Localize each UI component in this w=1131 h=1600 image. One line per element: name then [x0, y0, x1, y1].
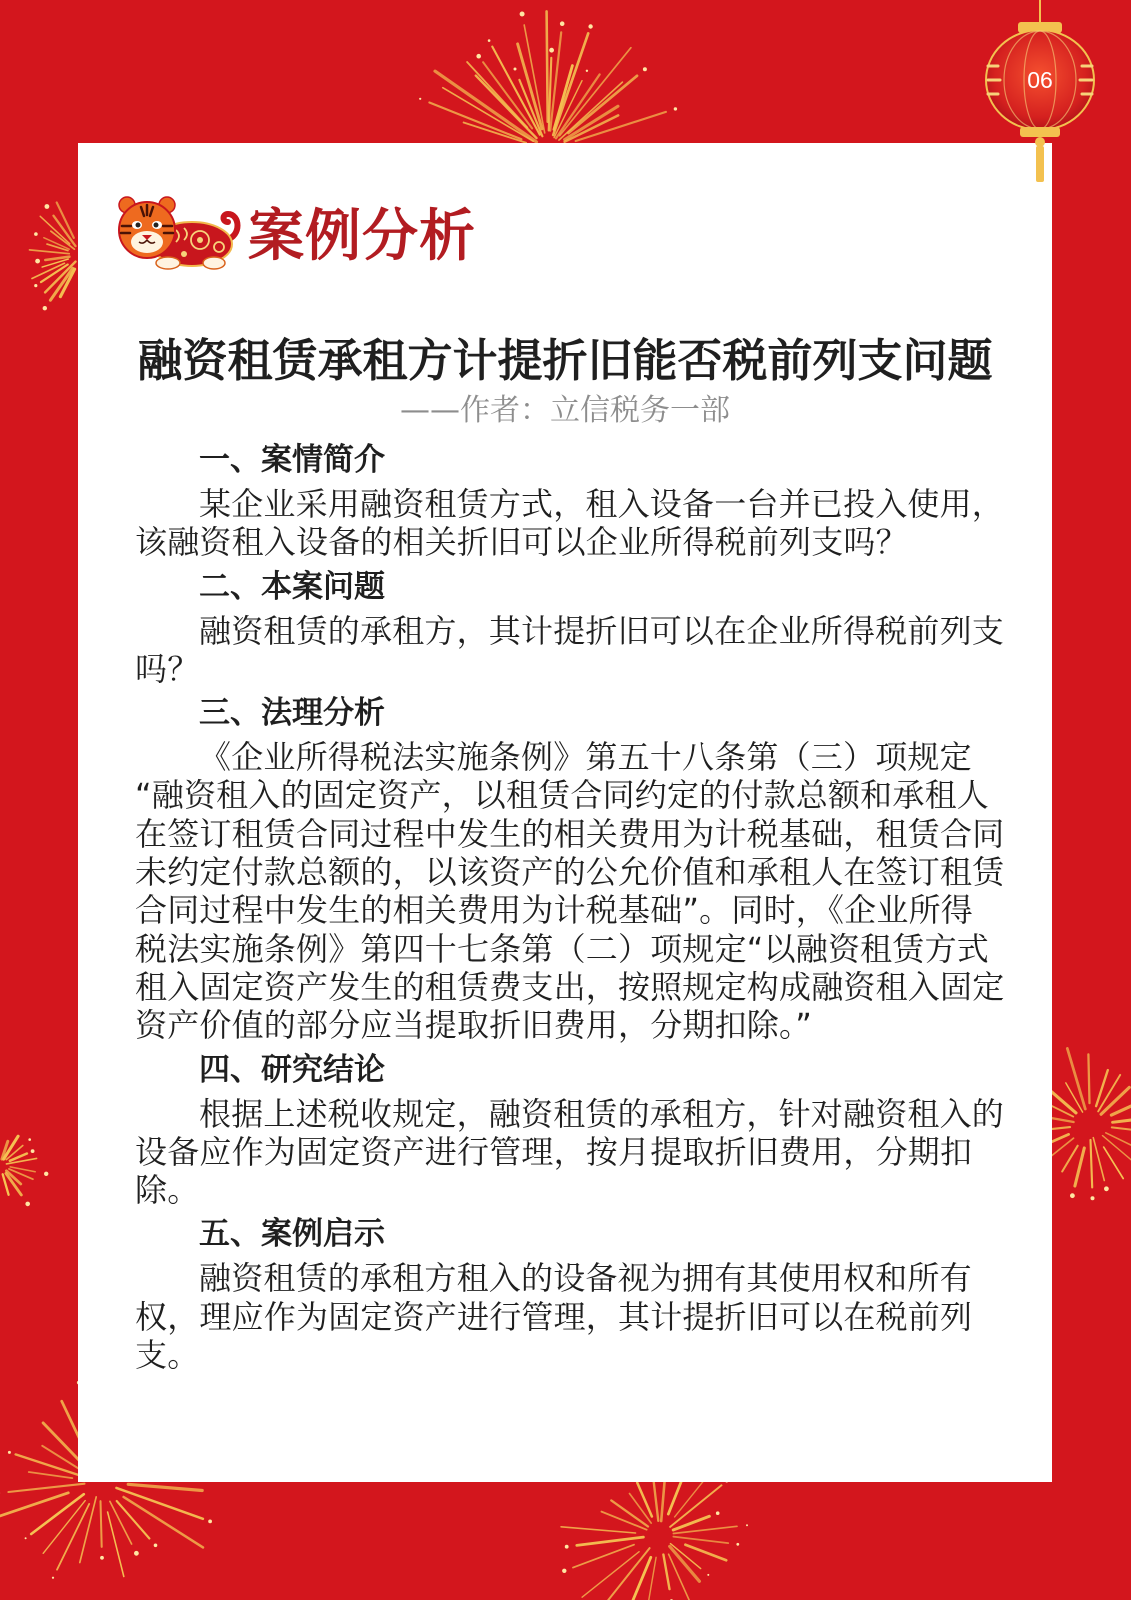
paragraph: [135, 1095, 1035, 1210]
firework-ray: [8, 1484, 84, 1492]
lantern-knot: [1035, 137, 1045, 147]
firework-spark: [560, 21, 565, 26]
text-line: 吗？: [135, 649, 200, 688]
firework-ray: [1113, 1119, 1131, 1123]
tiger-paw: [203, 257, 225, 269]
firework-spark: [565, 1545, 569, 1549]
firework-spark: [25, 1537, 27, 1539]
header-title: 案例分析: [248, 204, 476, 269]
firework-spark: [562, 1569, 566, 1573]
firework-spark: [34, 284, 37, 287]
firework-ray: [663, 1555, 669, 1590]
ornament-dot: [197, 237, 203, 243]
ornament-dot: [181, 251, 187, 257]
firework-spark: [716, 1511, 720, 1515]
firework-ray: [0, 1493, 68, 1521]
paragraph: [135, 1259, 1035, 1374]
text-line: 除。: [135, 1171, 200, 1210]
section-heading: 五、案例启示: [199, 1216, 385, 1253]
firework-ray: [1093, 1138, 1104, 1181]
firework-ray: [573, 1545, 634, 1568]
firework-spark: [1104, 1186, 1109, 1191]
firework-spark: [588, 24, 592, 28]
text-line: “融资租入的固定资产，以租赁合同约定的付款总额和承租人: [135, 776, 989, 815]
firework-spark: [45, 204, 50, 209]
text-line: 资产价值的部分应当提取折旧费用，分期扣除。”: [135, 1006, 812, 1045]
firework-spark: [746, 1524, 748, 1526]
text-line: 未约定付款总额的，以该资产的公允价值和承租人在签订租赁: [135, 853, 1005, 892]
paragraph: [135, 738, 1035, 1044]
firework-spark: [44, 1172, 48, 1176]
firework-spark: [100, 1556, 104, 1560]
section-case-intro: [135, 441, 1035, 562]
text-line: 根据上述税收规定，融资租赁的承租方，针对融资租入的: [199, 1094, 1005, 1133]
firework-spark: [419, 98, 421, 100]
firework-spark: [31, 1149, 35, 1153]
firework-burst: [2, 1136, 49, 1206]
firework-ray: [1088, 1054, 1089, 1103]
text-line: 融资租赁的承租方，其计提折旧可以在企业所得税前列支: [199, 611, 1005, 650]
firework-ray: [685, 1545, 726, 1561]
firework-ray: [30, 250, 70, 254]
tiger-paw: [156, 257, 180, 269]
section-research-conclusion: [135, 1051, 1035, 1210]
article-author: ——作者：立信税务一部: [400, 393, 730, 428]
tiger-muzzle: [131, 231, 163, 253]
firework-spark: [134, 1551, 139, 1556]
firework-spark: [25, 1202, 30, 1207]
firework-ray: [561, 1527, 635, 1533]
firework-ray: [108, 1512, 124, 1577]
lantern-bottom-cap: [1020, 127, 1060, 137]
firework-spark: [643, 67, 647, 71]
section-legal-analysis: [135, 694, 1035, 1044]
firework-ray: [31, 1494, 84, 1534]
text-line: 税法实施条例》第四十七条第（二）项规定“以融资租赁方式: [135, 929, 989, 968]
text-line: 融资租赁的承租方租入的设备视为拥有其使用权和所有: [199, 1259, 972, 1298]
firework-ray: [1091, 1140, 1093, 1187]
section-heading: 四、研究结论: [199, 1051, 385, 1088]
firework-spark: [514, 68, 517, 71]
text-line: 支。: [135, 1336, 200, 1375]
firework-spark: [8, 1451, 11, 1454]
firework-spark: [34, 232, 38, 236]
firework-spark: [35, 259, 40, 264]
firework-spark: [208, 1520, 212, 1524]
firework-ray: [29, 1472, 73, 1478]
firework-spark: [1091, 1196, 1095, 1200]
paragraph: [135, 485, 1035, 562]
firework-ray: [560, 48, 631, 136]
firework-spark: [28, 1138, 31, 1141]
firework-ray: [673, 1516, 709, 1530]
firework-ray: [629, 1557, 651, 1600]
firework-ray: [1104, 1147, 1124, 1178]
firework-ray: [1075, 1148, 1084, 1186]
text-line: 某企业采用融资租赁方式，租入设备一台并已投入使用，: [199, 485, 1005, 523]
lantern-icon: [980, 0, 1110, 185]
firework-ray: [1096, 1070, 1108, 1106]
firework-burst: [30, 203, 76, 311]
firework-ray: [101, 1501, 102, 1547]
tiger-pupil: [154, 223, 159, 228]
section-heading: 二、本案问题: [199, 568, 385, 605]
article-body: [135, 435, 1035, 1374]
page-number: 06: [1027, 67, 1053, 93]
text-line: 《企业所得税法实施条例》第五十八条第（三）项规定: [199, 738, 972, 777]
firework-ray: [117, 1501, 150, 1539]
firework-spark: [154, 1544, 158, 1548]
firework-spark: [707, 1574, 709, 1576]
firework-ray: [673, 1537, 728, 1544]
text-line: 设备应作为固定资产进行管理，按月提取折旧费用，分期扣: [135, 1132, 973, 1171]
section-heading: 一、案情简介: [199, 442, 385, 478]
firework-spark: [52, 1577, 54, 1579]
firework-ray: [464, 123, 526, 143]
firework-spark: [488, 39, 491, 42]
article-title: 融资租赁承租方计提折旧能否税前列支问题: [137, 334, 993, 387]
paragraph: [135, 612, 1035, 689]
firework-ray: [1112, 1127, 1131, 1131]
firework-spark: [1070, 1193, 1075, 1198]
firework-ray: [582, 1552, 639, 1598]
firework-ray: [128, 1484, 202, 1490]
firework-ray: [110, 1501, 132, 1544]
section-case-insight: [135, 1215, 1035, 1374]
firework-ray: [57, 1504, 89, 1570]
firework-spark: [736, 1543, 739, 1546]
firework-spark: [43, 306, 47, 310]
firework-ray: [547, 11, 548, 121]
firework-spark: [549, 48, 554, 53]
firework-spark: [586, 70, 588, 72]
text-line: 合同过程中发生的相关费用为计税基础”。同时，《企业所得: [135, 891, 973, 930]
section-heading: 三、法理分析: [199, 695, 385, 732]
firework-spark: [674, 107, 677, 110]
firework-burst: [419, 11, 677, 142]
section-case-question: [135, 568, 1035, 689]
lantern-tassel: [1036, 146, 1044, 182]
text-line: 权，理应作为固定资产进行管理，其计提折旧可以在税前列: [135, 1297, 973, 1336]
text-line: 租入固定资产发生的租赁费支出，按照规定构成融资租入固定: [135, 967, 1005, 1006]
text-line: 该融资租入设备的相关折旧可以企业所得税前列支吗？: [135, 523, 908, 562]
tiger-pupil: [136, 223, 141, 228]
content-card: [78, 143, 1052, 1482]
firework-spark: [520, 12, 525, 17]
tiger-icon: [112, 190, 242, 275]
firework-spark: [476, 54, 481, 59]
text-line: 在签订租赁合同过程中发生的相关费用为计税基础，租赁合同: [135, 814, 1005, 853]
firework-ray: [1062, 1146, 1078, 1172]
firework-ray: [637, 1483, 652, 1517]
